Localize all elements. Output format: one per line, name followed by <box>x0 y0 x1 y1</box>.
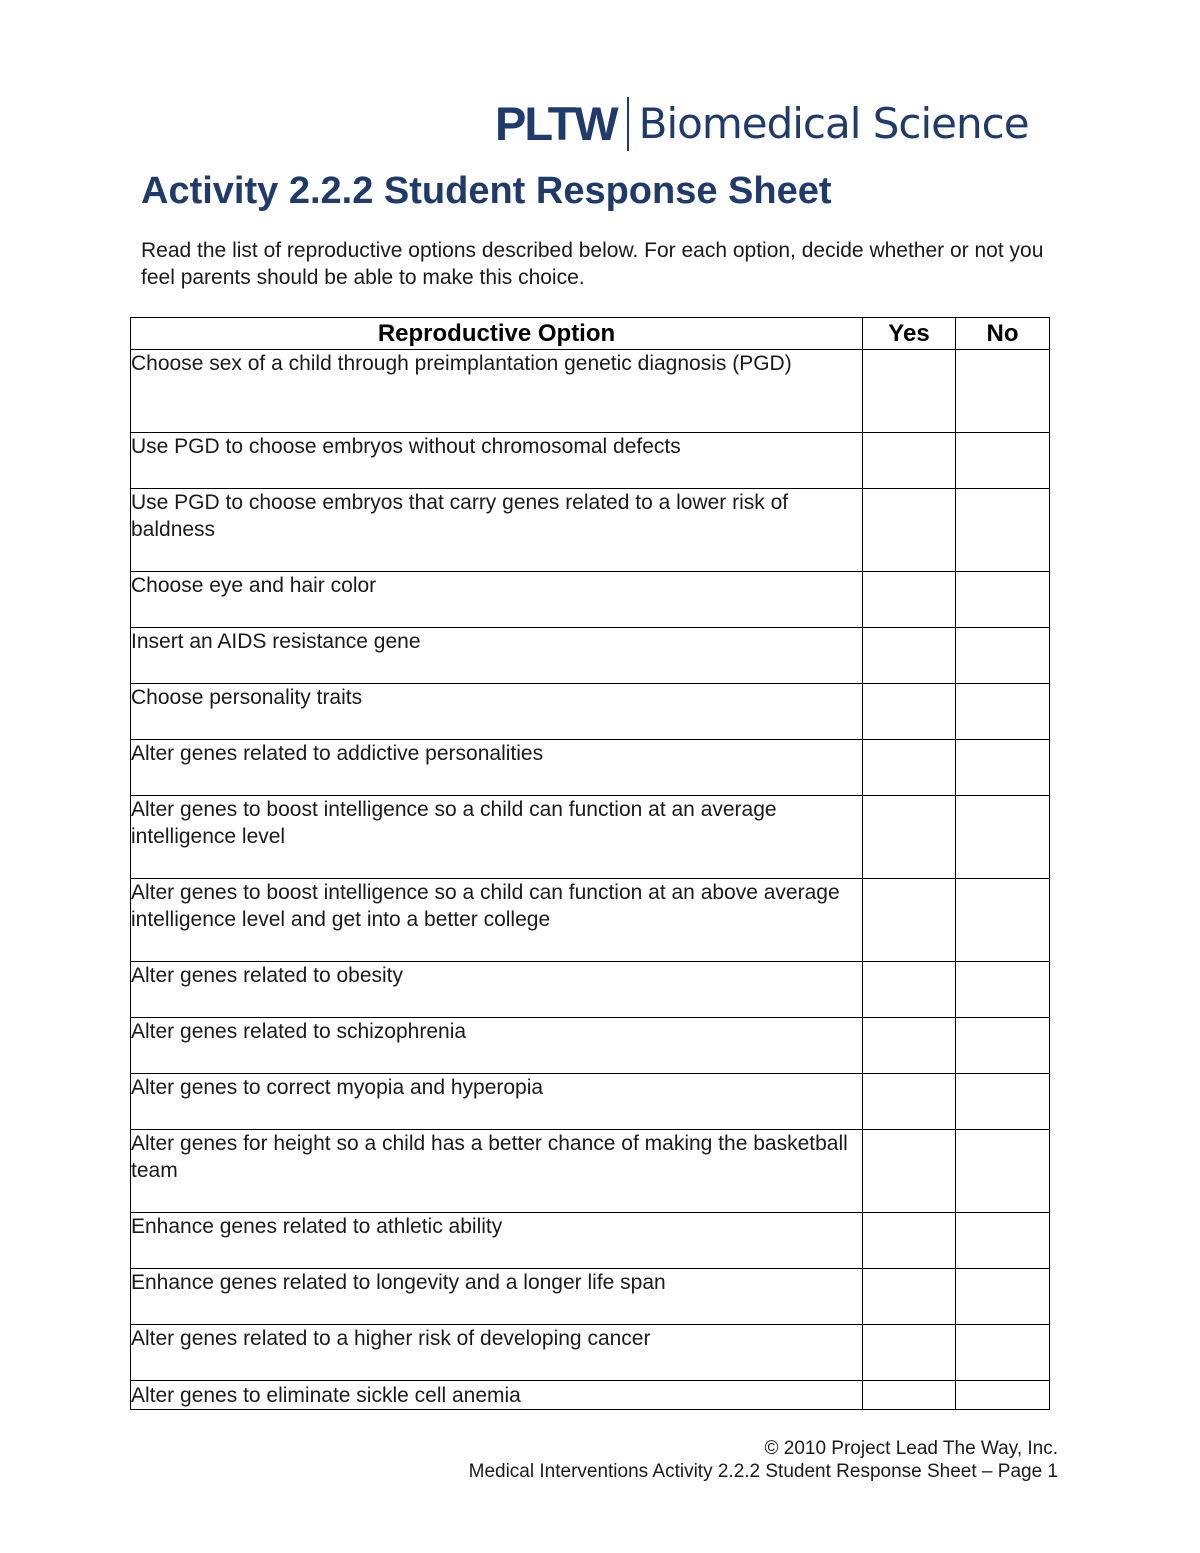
option-text: Use PGD to choose embryos that carry genes related to a lower risk of baldness <box>131 489 863 572</box>
page-title: Activity 2.2.2 Student Response Sheet <box>141 170 832 212</box>
option-text: Enhance genes related to athletic ability <box>131 1213 863 1269</box>
table-row <box>131 628 1050 684</box>
table-row <box>131 1074 1050 1130</box>
no-cell[interactable] <box>956 489 1050 572</box>
yes-cell[interactable] <box>863 684 956 740</box>
no-cell[interactable] <box>956 1130 1050 1213</box>
table-row <box>131 879 1050 962</box>
option-text: Alter genes to boost intelligence so a child can function at an above average intelligence level and get into a better college <box>131 879 863 962</box>
no-cell[interactable] <box>956 1213 1050 1269</box>
yes-cell[interactable] <box>863 1213 956 1269</box>
yes-cell[interactable] <box>863 1130 956 1213</box>
no-cell[interactable] <box>956 879 1050 962</box>
yes-cell[interactable] <box>863 962 956 1018</box>
no-cell[interactable] <box>956 1325 1050 1381</box>
no-cell[interactable] <box>956 1074 1050 1130</box>
logo-brand: PLTW <box>495 97 617 150</box>
yes-cell[interactable] <box>863 433 956 489</box>
option-text: Insert an AIDS resistance gene <box>131 628 863 684</box>
yes-cell[interactable] <box>863 572 956 628</box>
table-row <box>131 684 1050 740</box>
option-text: Alter genes for height so a child has a better chance of making the basketball team <box>131 1130 863 1213</box>
table-row <box>131 1381 1050 1410</box>
table-row <box>131 572 1050 628</box>
option-text: Alter genes related to a higher risk of developing cancer <box>131 1325 863 1381</box>
table-row <box>131 1269 1050 1325</box>
option-text: Choose sex of a child through preimplantation genetic diagnosis (PGD) <box>131 350 863 433</box>
no-cell[interactable] <box>956 1018 1050 1074</box>
option-text: Alter genes related to schizophrenia <box>131 1018 863 1074</box>
no-cell[interactable] <box>956 796 1050 879</box>
yes-cell[interactable] <box>863 740 956 796</box>
reproductive-options-table <box>130 317 1050 1410</box>
yes-cell[interactable] <box>863 1269 956 1325</box>
option-text: Alter genes to eliminate sickle cell anemia <box>131 1381 863 1410</box>
copyright-notice: © 2010 Project Lead The Way, Inc. <box>764 1438 1058 1459</box>
option-text: Enhance genes related to longevity and a longer life span <box>131 1269 863 1325</box>
no-cell[interactable] <box>956 740 1050 796</box>
option-text: Alter genes related to addictive personalities <box>131 740 863 796</box>
logo-divider <box>627 97 629 151</box>
table-row <box>131 433 1050 489</box>
pltw-logo <box>495 96 1029 152</box>
yes-cell[interactable] <box>863 1325 956 1381</box>
no-cell[interactable] <box>956 1269 1050 1325</box>
no-cell[interactable] <box>956 962 1050 1018</box>
yes-cell[interactable] <box>863 489 956 572</box>
instructions: Read the list of reproductive options described below. For each option, decide whether or not you feel parents should be able to make this choice. <box>141 239 1044 289</box>
option-text: Choose eye and hair color <box>131 572 863 628</box>
header-reproductive-option: Reproductive Option <box>131 318 863 350</box>
option-text: Choose personality traits <box>131 684 863 740</box>
page-label: Medical Interventions Activity 2.2.2 Student Response Sheet – Page 1 <box>468 1461 1058 1482</box>
no-cell[interactable] <box>956 433 1050 489</box>
table-row <box>131 489 1050 572</box>
no-cell[interactable] <box>956 572 1050 628</box>
table-row <box>131 796 1050 879</box>
header-yes: Yes <box>863 318 956 350</box>
yes-cell[interactable] <box>863 1074 956 1130</box>
table-row <box>131 1130 1050 1213</box>
option-text: Use PGD to choose embryos without chromosomal defects <box>131 433 863 489</box>
table-row <box>131 962 1050 1018</box>
table-row <box>131 1018 1050 1074</box>
yes-cell[interactable] <box>863 796 956 879</box>
yes-cell[interactable] <box>863 879 956 962</box>
table-header-row <box>131 318 1050 350</box>
no-cell[interactable] <box>956 628 1050 684</box>
table-row <box>131 1213 1050 1269</box>
yes-cell[interactable] <box>863 1381 956 1410</box>
no-cell[interactable] <box>956 1381 1050 1410</box>
logo-program: Biomedical Science <box>638 99 1029 148</box>
page-footer <box>469 1437 1058 1483</box>
option-text: Alter genes related to obesity <box>131 962 863 1018</box>
no-cell[interactable] <box>956 684 1050 740</box>
yes-cell[interactable] <box>863 350 956 433</box>
header-no: No <box>956 318 1050 350</box>
table-row <box>131 350 1050 433</box>
option-text: Alter genes to correct myopia and hyperopia <box>131 1074 863 1130</box>
yes-cell[interactable] <box>863 1018 956 1074</box>
table-row <box>131 1325 1050 1381</box>
yes-cell[interactable] <box>863 628 956 684</box>
table-row <box>131 740 1050 796</box>
no-cell[interactable] <box>956 350 1050 433</box>
option-text: Alter genes to boost intelligence so a child can function at an average intelligence level <box>131 796 863 879</box>
